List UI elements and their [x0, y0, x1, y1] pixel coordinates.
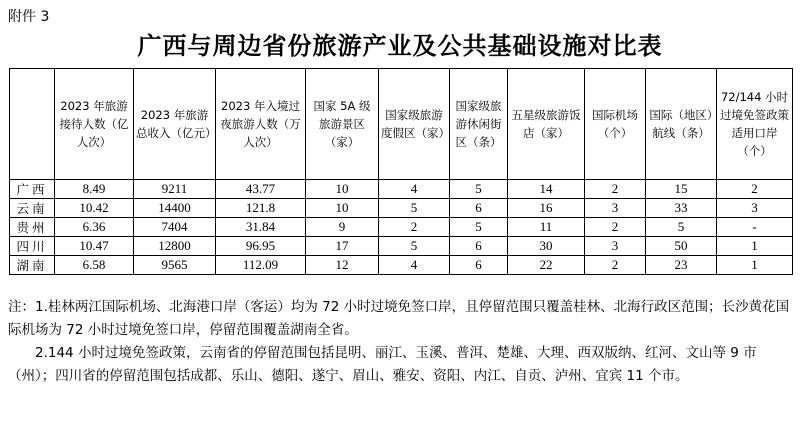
note-1: 注：1.桂林两江国际机场、北海港口岸（客运）均为 72 小时过境免签口岸，且停留范围只覆盖桂林、北海行政区范围；长沙黄花国际机场为 72 小时过境免签口岸，停留范围覆盖湖南全省。 [8, 299, 790, 338]
table-cell: 2 [717, 180, 793, 199]
table-cell: 16 [508, 199, 585, 218]
table-cell: 10 [306, 199, 379, 218]
table-cell: 6.36 [55, 218, 134, 237]
table-cell: 11 [508, 218, 585, 237]
notes-section [8, 296, 794, 388]
header-cell: 国家 5A 级旅游景区（家） [306, 69, 379, 180]
table-row [10, 199, 793, 218]
region-cell: 广西 [10, 180, 55, 199]
document-title: 广西与周边省份旅游产业及公共基础设施对比表 [137, 32, 663, 60]
table-cell: 14 [508, 180, 585, 199]
table-cell: 10.42 [55, 199, 134, 218]
table-cell: 2 [585, 180, 646, 199]
table-cell: 12800 [134, 237, 216, 256]
table-cell: 96.95 [216, 237, 306, 256]
header-cell [10, 69, 55, 180]
header-cell: 72/144 小时过境免签政策适用口岸（个） [717, 69, 793, 180]
table-cell: 6 [450, 237, 508, 256]
region-cell: 贵州 [10, 218, 55, 237]
table-cell: 14400 [134, 199, 216, 218]
table-cell: 6 [450, 199, 508, 218]
table-cell: 6 [450, 256, 508, 275]
region-cell: 云南 [10, 199, 55, 218]
table-cell: 9 [306, 218, 379, 237]
table-cell: 43.77 [216, 180, 306, 199]
table-cell: 1 [717, 237, 793, 256]
table-cell: 15 [646, 180, 717, 199]
table-cell: 8.49 [55, 180, 134, 199]
table-row [10, 180, 793, 199]
header-cell: 国家级旅游休闲街区（条） [450, 69, 508, 180]
header-cell: 2023 年旅游接待人数（亿人次） [55, 69, 134, 180]
table-header-row [10, 69, 793, 180]
table-cell: 12 [306, 256, 379, 275]
table-cell: 3 [717, 199, 793, 218]
header-cell: 国家级旅游度假区（家） [379, 69, 450, 180]
table-cell: 5 [379, 199, 450, 218]
table-cell: 3 [585, 199, 646, 218]
attachment-label: 附件 3 [8, 9, 50, 25]
table-cell: - [717, 218, 793, 237]
header-cell: 国际机场（个） [585, 69, 646, 180]
table-cell: 33 [646, 199, 717, 218]
table-cell: 10.47 [55, 237, 134, 256]
table-cell: 23 [646, 256, 717, 275]
table-cell: 5 [450, 180, 508, 199]
table-cell: 50 [646, 237, 717, 256]
table-cell: 2 [585, 256, 646, 275]
table-cell: 4 [379, 180, 450, 199]
table-cell: 5 [379, 237, 450, 256]
table-cell: 30 [508, 237, 585, 256]
table-cell: 17 [306, 237, 379, 256]
comparison-table [9, 68, 793, 275]
table-cell: 121.8 [216, 199, 306, 218]
table-cell: 2 [379, 218, 450, 237]
region-cell: 湖南 [10, 256, 55, 275]
table-cell: 3 [585, 237, 646, 256]
table-cell: 2 [585, 218, 646, 237]
header-cell: 国际（地区）航线（条） [646, 69, 717, 180]
table-cell: 9565 [134, 256, 216, 275]
table-row [10, 218, 793, 237]
table-row [10, 256, 793, 275]
header-cell: 2023 年旅游总收入（亿元） [134, 69, 216, 180]
table-cell: 9211 [134, 180, 216, 199]
table-cell: 7404 [134, 218, 216, 237]
table-cell: 112.09 [216, 256, 306, 275]
table-cell: 6.58 [55, 256, 134, 275]
table-cell: 5 [450, 218, 508, 237]
header-cell: 2023 年入境过夜旅游人数（万人次） [216, 69, 306, 180]
table-cell: 4 [379, 256, 450, 275]
table-cell: 1 [717, 256, 793, 275]
table-cell: 22 [508, 256, 585, 275]
table-cell: 5 [646, 218, 717, 237]
region-cell: 四川 [10, 237, 55, 256]
header-cell: 五星级旅游饭店（家） [508, 69, 585, 180]
table-cell: 31.84 [216, 218, 306, 237]
table-row [10, 237, 793, 256]
table-cell: 10 [306, 180, 379, 199]
note-2: 2.144 小时过境免签政策，云南省的停留范围包括昆明、丽江、玉溪、普洱、楚雄、大理、西双版纳、红河、文山等 9 市（州）；四川省的停留范围包括成都、乐山、德阳、遂宁、眉山、雅安、资阳、内江、自贡、泸州、宜宾 11 个市。 [8, 345, 757, 384]
